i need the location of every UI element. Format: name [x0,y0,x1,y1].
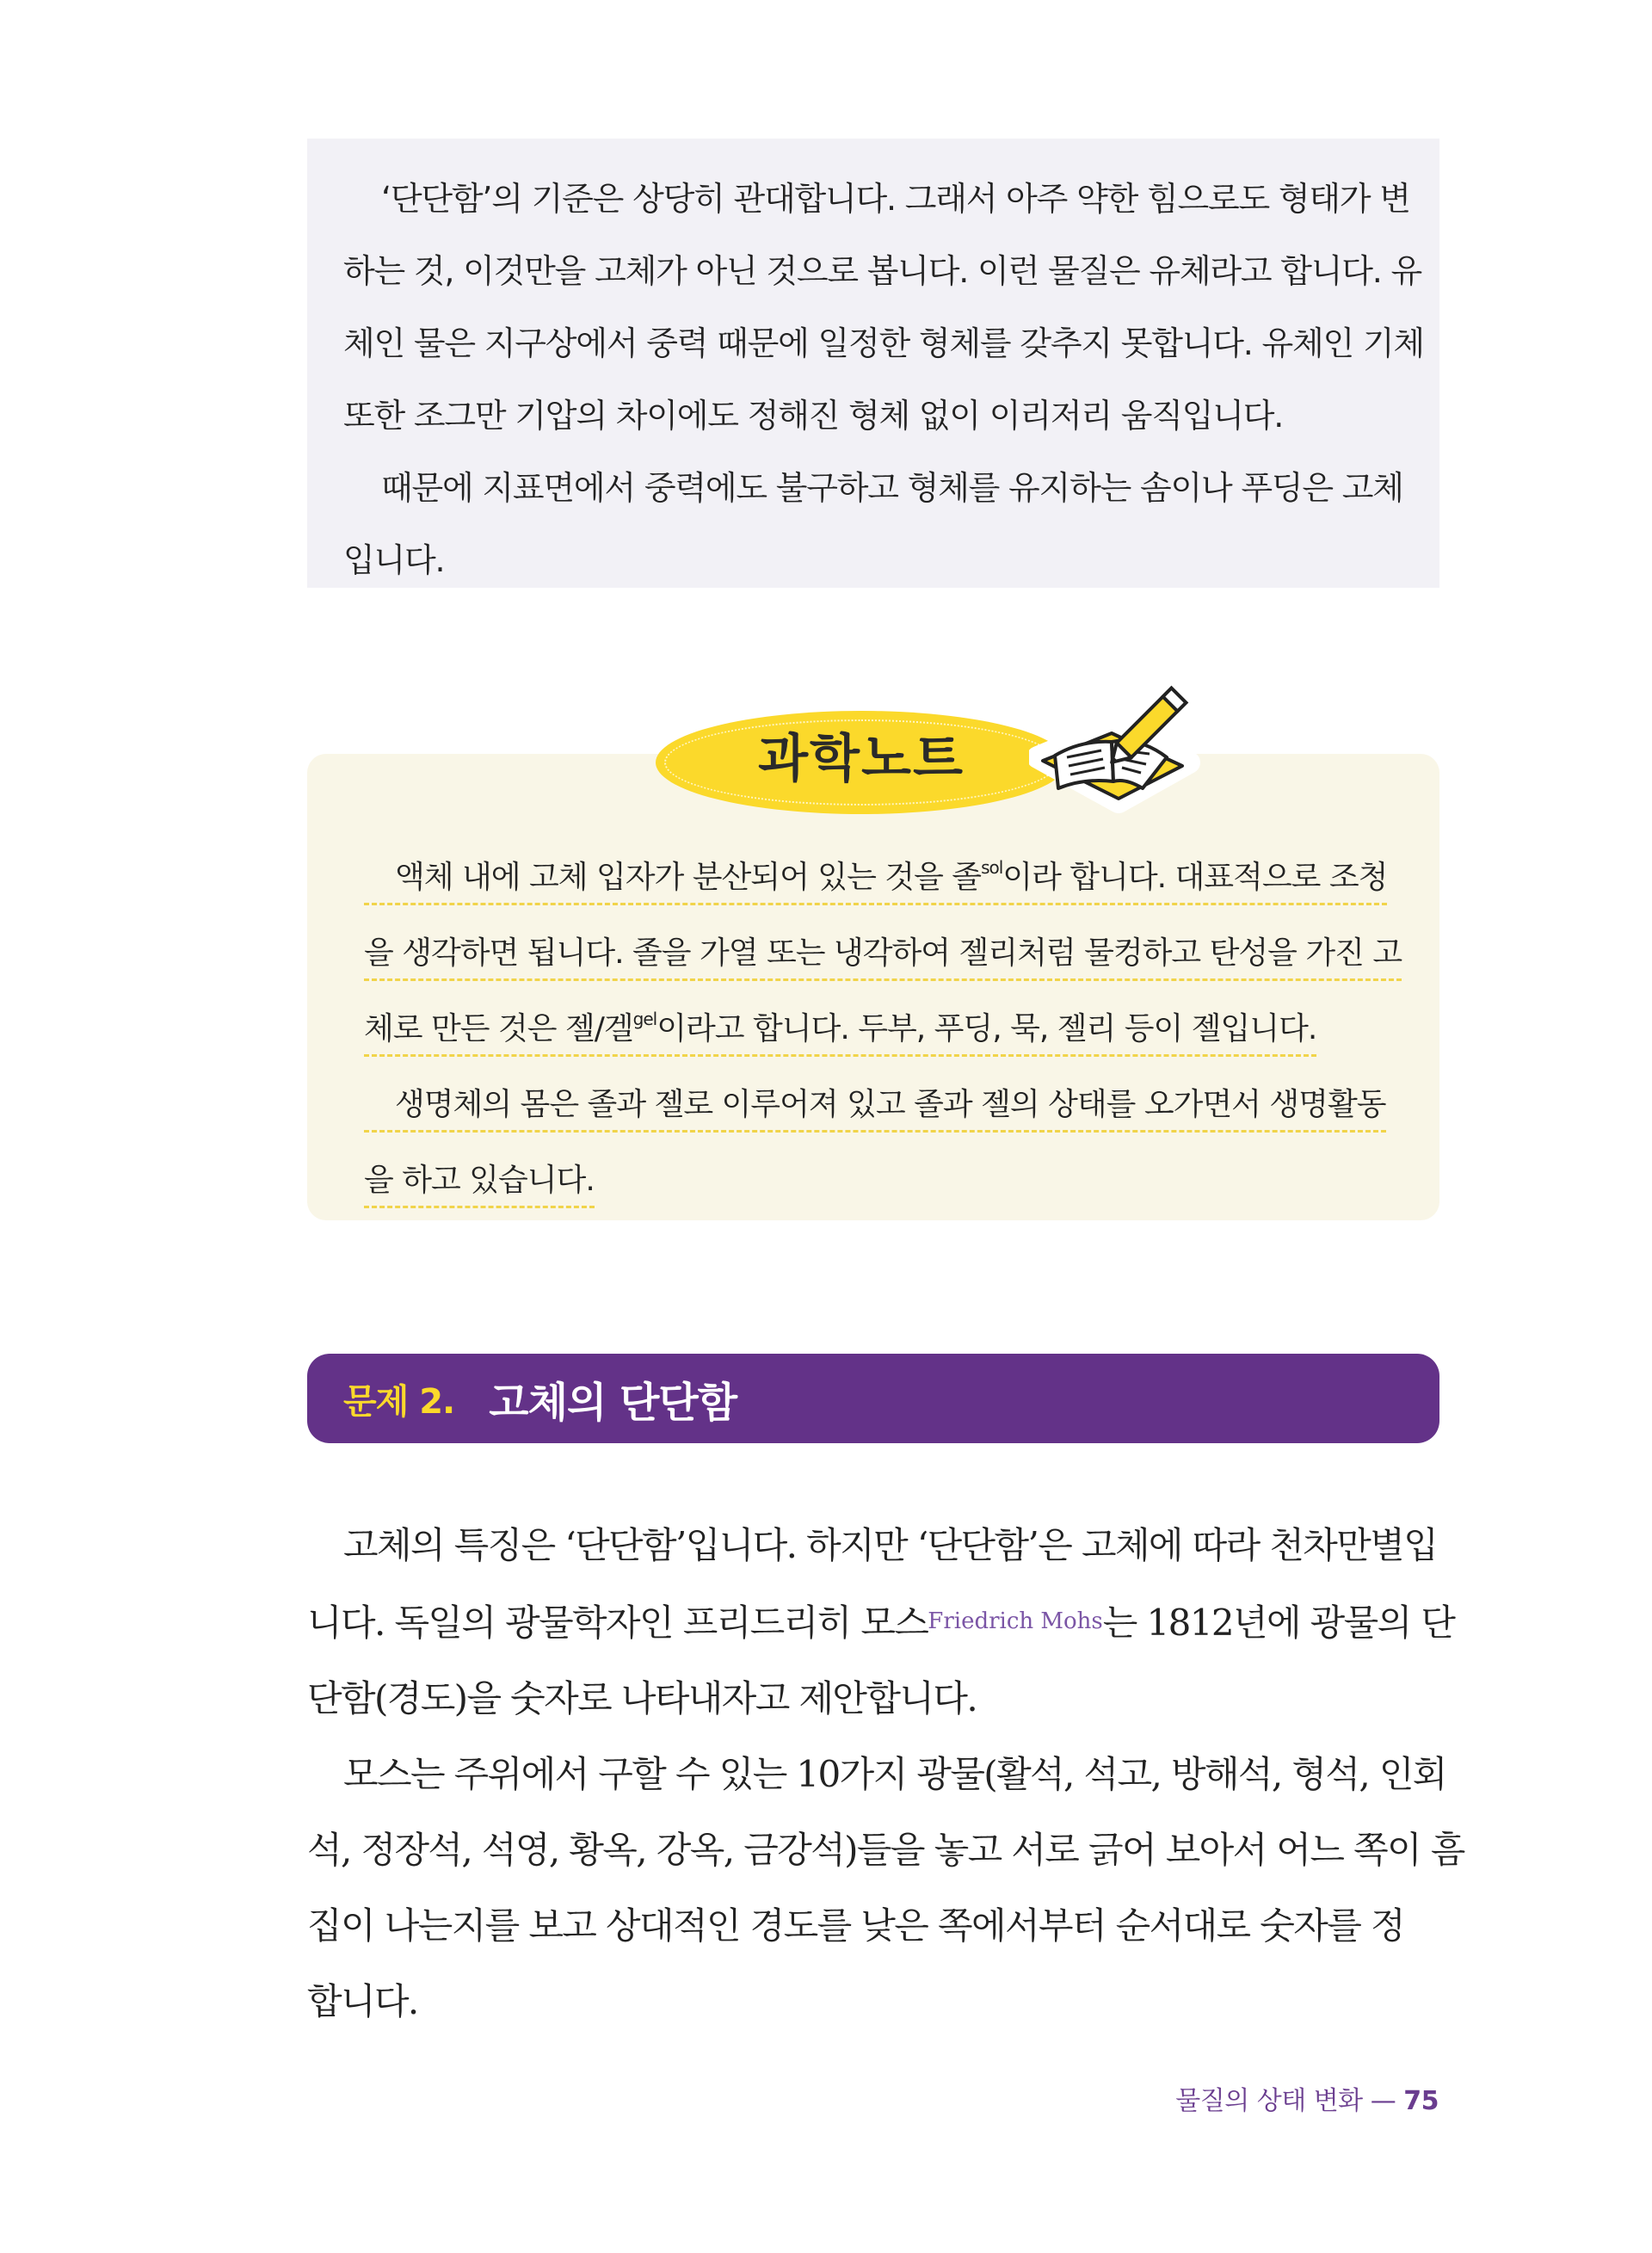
intro-line-1: ‘단단함’의 기준은 상당히 관대합니다. 그래서 아주 약한 힘으로도 형태가 변 [381,180,1410,218]
note-line-1-text-b: 이라 합니다. 대표적으로 조청 [1002,860,1388,895]
note-line-3-text-a: 체로 만든 것은 젤/겔 [364,1011,633,1046]
intro-line-5: 때문에 지표면에서 중력에도 불구하고 형체를 유지하는 솜이나 푸딩은 고체 [381,469,1403,507]
intro-line-2: 하는 것, 이것만을 고체가 아닌 것으로 봅니다. 이런 물질은 유체라고 합니다. 유 [343,252,1422,290]
mohs-gloss: Friedrich Mohs [928,1608,1103,1634]
body-text [307,1508,1464,2040]
body-p1-line-1: 고체의 특징은 ‘단단함’입니다. 하지만 ‘단단함’은 고체에 따라 천차만별입 [343,1524,1438,1566]
note-sol-gloss: sol [981,857,1003,878]
body-p1-line-2 [307,1583,1455,1661]
body-p2-line-2: 석, 정장석, 석영, 황옥, 강옥, 금강석)들을 놓고 서로 긁어 보아서 어느 쪽이 흠 [307,1829,1464,1871]
problem-title: 고체의 단단함 [489,1378,737,1427]
intro-line-3: 체인 물은 지구상에서 중력 때문에 일정한 형체를 갖추지 못합니다. 유체인 기체 [343,324,1424,362]
note-line-1 [364,846,1388,922]
body-p2-line-4: 합니다. [307,1980,418,2022]
body-p1-line-2-text-a: 니다. 독일의 광물학자인 프리드리히 모스 [307,1602,928,1644]
intro-line-4: 또한 조그만 기압의 차이에도 정해진 형체 없이 이리저리 움직입니다. [343,397,1284,435]
note-line-1-text-a: 액체 내에 고체 입자가 분산되어 있는 것을 졸 [395,860,982,895]
page-number: 75 [1403,2086,1439,2116]
note-line-3 [364,997,1383,1073]
body-p2-line-1: 모스는 주위에서 구할 수 있는 10가지 광물(활석, 석고, 방해석, 형석, 인회 [343,1753,1446,1795]
note-line-4: 생명체의 몸은 졸과 젤로 이루어져 있고 졸과 젤의 상태를 오가면서 생명활동 [364,1073,1383,1149]
science-note-title: 과학노트 [758,729,965,789]
problem-number: 문제 2. [343,1381,455,1422]
body-p1-line-2-text-b: 는 1812년에 광물의 단 [1102,1602,1455,1644]
body-p2-line-3: 집이 나는지를 보고 상대적인 경도를 낮은 쪽에서부터 순서대로 숫자를 정 [307,1904,1404,1947]
note-line-3-text-b: 이라고 합니다. 두부, 푸딩, 묵, 젤리 등이 젤입니다. [656,1011,1317,1046]
note-gel-gloss: gel [632,1009,657,1029]
chapter-title: 물질의 상태 변화 — [1175,2086,1396,2116]
body-p1-line-3: 단함(경도)을 숫자로 나타내자고 제안합니다. [307,1677,977,1719]
note-line-2: 을 생각하면 됩니다. 졸을 가열 또는 냉각하여 젤리처럼 물컹하고 탄성을 가진 고 [364,922,1383,997]
open-book-pencil-icon [1029,673,1201,836]
note-line-5: 을 하고 있습니다. [364,1149,1383,1225]
problem-header [307,1354,1439,1443]
intro-text-box [307,139,1439,588]
science-note-box [307,754,1439,1220]
page-footer [1175,2079,1439,2117]
intro-line-6: 입니다. [343,541,445,579]
